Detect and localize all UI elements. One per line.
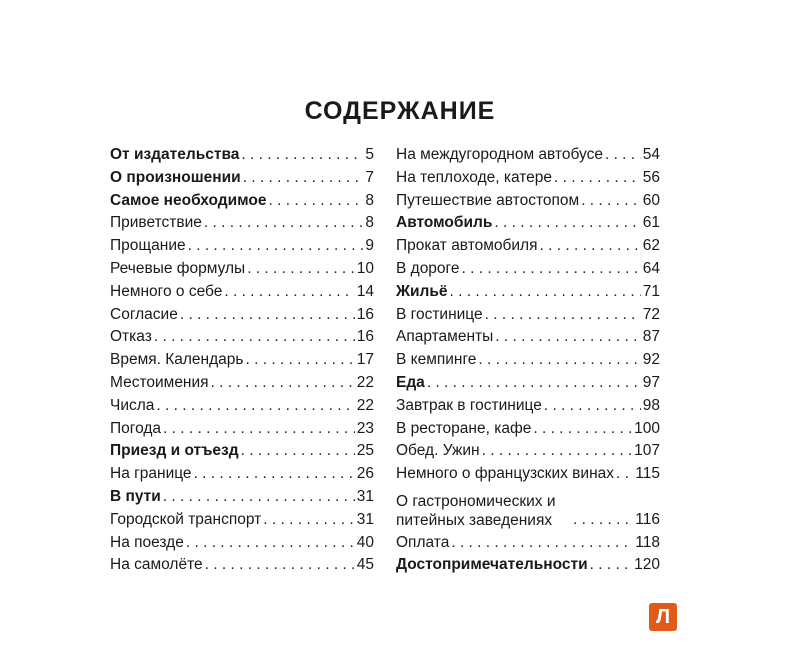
toc-entry[interactable] <box>110 486 374 509</box>
toc-entry[interactable] <box>396 418 660 441</box>
dot-leader <box>241 144 363 167</box>
toc-entry-page: 22 <box>356 396 374 414</box>
dot-leader <box>263 509 354 532</box>
dot-leader <box>180 304 355 327</box>
toc-entry[interactable] <box>396 304 660 327</box>
toc-entry-title: Завтрак в гостинице <box>396 396 542 414</box>
dot-leader <box>461 258 640 281</box>
dot-leader <box>156 395 354 418</box>
toc-entry-title: Местоимения <box>110 373 209 391</box>
toc-entry[interactable] <box>110 395 374 418</box>
toc-entry[interactable] <box>110 281 374 304</box>
toc-entry[interactable] <box>110 167 374 190</box>
toc-entry[interactable] <box>110 418 374 441</box>
dot-leader <box>163 486 355 509</box>
toc-entry-page: 14 <box>356 282 374 300</box>
dot-leader <box>540 235 641 258</box>
toc-entry-page: 54 <box>642 146 660 163</box>
toc-entry[interactable] <box>396 463 660 486</box>
toc-entry-page: 31 <box>356 510 374 528</box>
toc-entry-title: На поезде <box>110 533 184 551</box>
dot-leader <box>211 372 355 395</box>
dot-leader <box>485 304 641 327</box>
dot-leader <box>482 440 633 463</box>
toc-entry-page: 120 <box>634 556 660 574</box>
toc-entry-page: 107 <box>634 442 660 460</box>
dot-leader <box>245 349 354 372</box>
toc-entry-title: Немного о себе <box>110 282 223 300</box>
toc-entry[interactable] <box>396 235 660 258</box>
toc-entry-page: 9 <box>365 237 374 255</box>
toc-entry-title: От издательства <box>110 146 240 163</box>
toc-entry-page: 7 <box>365 168 374 186</box>
dot-leader <box>194 463 355 486</box>
dot-leader <box>154 326 355 349</box>
toc-entry-title: Приезд и отъезд <box>110 442 239 460</box>
toc-entry[interactable] <box>396 167 660 190</box>
dot-leader <box>243 167 364 190</box>
toc-entry[interactable] <box>396 554 660 577</box>
dot-leader <box>427 372 641 395</box>
toc-entry-page: 116 <box>635 510 660 528</box>
dot-leader <box>478 349 640 372</box>
toc-entry-title: На теплоходе, катере <box>396 168 553 186</box>
toc-entry-page: 45 <box>356 556 374 574</box>
toc-entry-page: 62 <box>642 237 660 255</box>
dot-leader <box>573 509 633 532</box>
toc-entry[interactable] <box>110 258 374 281</box>
toc-entry-page: 61 <box>642 214 660 232</box>
toc-entry-page: 8 <box>365 214 374 232</box>
toc-entry[interactable] <box>396 486 660 532</box>
toc-entry[interactable] <box>396 258 660 281</box>
dot-leader <box>494 212 640 235</box>
toc-entry-page: 23 <box>356 419 374 437</box>
toc-entry[interactable] <box>396 281 660 304</box>
toc-entry-title: О гастрономических и питейных заведениях <box>396 492 556 529</box>
toc-entry[interactable] <box>110 554 374 577</box>
toc-entry-page: 97 <box>642 373 660 391</box>
toc-entry[interactable] <box>110 212 374 235</box>
dot-leader <box>544 395 641 418</box>
dot-leader <box>533 418 632 441</box>
toc-entry-title: Путешествие автостопом <box>396 191 580 209</box>
dot-leader <box>450 281 641 304</box>
toc-entry-title: Погода <box>110 419 162 437</box>
toc-entry-page: 5 <box>365 146 374 163</box>
toc-entry[interactable] <box>110 304 374 327</box>
dot-leader <box>590 554 633 577</box>
toc-column-left <box>110 144 374 577</box>
toc-entry-page: 16 <box>356 328 374 346</box>
dot-leader <box>205 554 355 577</box>
toc-entry-page: 60 <box>642 191 660 209</box>
dot-leader <box>186 532 355 555</box>
toc-entry[interactable] <box>110 349 374 372</box>
toc-entry[interactable] <box>396 395 660 418</box>
toc-entry[interactable] <box>110 440 374 463</box>
toc-entry[interactable] <box>396 326 660 349</box>
toc-entry-page: 100 <box>634 419 660 437</box>
toc-entry-page: 25 <box>356 442 374 460</box>
toc-entry-title: Автомобиль <box>396 214 493 232</box>
toc-entry-page: 92 <box>642 351 660 369</box>
toc-entry-page: 71 <box>642 282 660 300</box>
dot-leader <box>163 418 355 441</box>
toc-entry-page: 56 <box>642 168 660 186</box>
toc-entry-title: Апартаменты <box>396 328 494 346</box>
toc-entry-page: 26 <box>356 465 374 483</box>
toc-entry-title: На междугородном автобусе <box>396 146 603 163</box>
toc-entry[interactable] <box>110 190 374 213</box>
toc-entry[interactable] <box>110 463 374 486</box>
toc-entry-page: 22 <box>356 373 374 391</box>
toc-entry-title: Оплата <box>396 533 450 551</box>
toc-entry-title: Речевые формулы <box>110 259 246 277</box>
toc-entry-page: 8 <box>365 191 374 209</box>
toc-entry[interactable] <box>396 144 660 167</box>
toc-entry-title: В дороге <box>396 259 460 277</box>
dot-leader <box>188 235 364 258</box>
dot-leader <box>451 532 633 555</box>
toc-entry[interactable] <box>110 372 374 395</box>
toc-entry[interactable] <box>110 144 374 167</box>
toc-entry-page: 31 <box>356 487 374 505</box>
dot-leader <box>581 190 641 213</box>
toc-entry-title: На самолёте <box>110 556 203 574</box>
toc-entry[interactable] <box>110 532 374 555</box>
toc-entry[interactable] <box>396 212 660 235</box>
toc-entry-title: В гостинице <box>396 305 483 323</box>
toc-entry-title: Числа <box>110 396 155 414</box>
toc-entry-page: 64 <box>642 259 660 277</box>
page-title: СОДЕРЖАНИЕ <box>304 97 496 125</box>
toc-entry-title: Время. Календарь <box>110 351 244 369</box>
toc-entry-page: 10 <box>356 259 374 277</box>
toc-entry-page: 87 <box>642 328 660 346</box>
toc-entry[interactable] <box>396 372 660 395</box>
dot-leader <box>616 463 633 486</box>
toc-entry-page: 16 <box>356 305 374 323</box>
toc-column-right <box>396 144 660 577</box>
toc-entry-title: Согласие <box>110 305 178 323</box>
toc-entry-title: Обед. Ужин <box>396 442 480 460</box>
toc-entry-title: В кемпинге <box>396 351 477 369</box>
toc-entry[interactable] <box>110 326 374 349</box>
dot-leader <box>224 281 354 304</box>
toc-entry-title: На границе <box>110 465 192 483</box>
toc-entry-title: Прощание <box>110 237 186 255</box>
toc-entry-page: 118 <box>635 533 660 551</box>
toc-entry-title: Приветствие <box>110 214 202 232</box>
toc-entry-page: 115 <box>635 465 660 483</box>
toc-entry-title: Еда <box>396 373 425 391</box>
toc-entry-title: Прокат автомобиля <box>396 237 538 255</box>
dot-leader <box>605 144 641 167</box>
dot-leader <box>495 326 640 349</box>
toc-entry-title: В пути <box>110 487 161 505</box>
toc-entry-title: Отказ <box>110 328 152 346</box>
toc-entry[interactable] <box>396 532 660 555</box>
toc-entry[interactable] <box>110 235 374 258</box>
toc-entry-title: Самое необходимое <box>110 191 267 209</box>
toc-entry[interactable] <box>396 440 660 463</box>
dot-leader <box>204 212 364 235</box>
toc-entry-title: О произношении <box>110 168 241 186</box>
toc-entry-title: Городской транспорт <box>110 510 262 528</box>
dot-leader <box>241 440 355 463</box>
dot-leader <box>554 167 641 190</box>
toc-entry-page: 17 <box>356 351 374 369</box>
publisher-logo: Л <box>649 603 677 631</box>
toc-entry-title: Немного о французских винах <box>396 465 614 483</box>
toc-entry-page: 40 <box>356 533 374 551</box>
dot-leader <box>269 190 364 213</box>
dot-leader <box>247 258 355 281</box>
toc-entry[interactable] <box>396 190 660 213</box>
toc-entry-title: В ресторане, кафе <box>396 419 532 437</box>
toc-entry-title: Жильё <box>396 282 448 300</box>
toc-entry[interactable] <box>396 349 660 372</box>
toc-entry-title: Достопримечательности <box>396 556 588 574</box>
toc-entry-page: 98 <box>642 396 660 414</box>
toc-entry-page: 72 <box>642 305 660 323</box>
toc-entry[interactable] <box>110 509 374 532</box>
